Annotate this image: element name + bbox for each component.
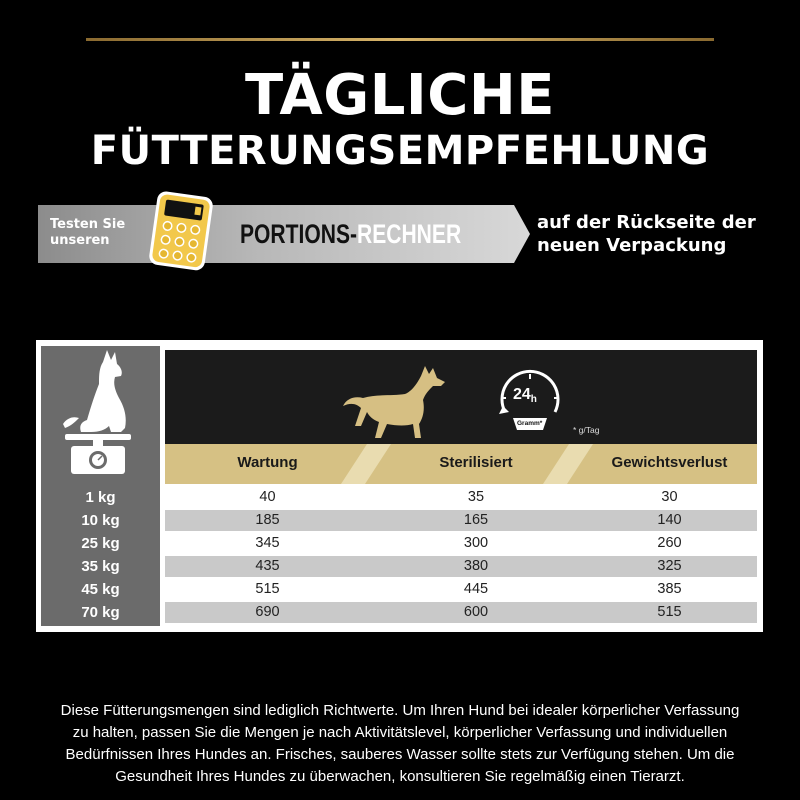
product-name-part1: PORTIONS- xyxy=(240,219,358,249)
dog-on-scale-icon xyxy=(41,346,160,486)
weight-cell: 35 kg xyxy=(41,555,160,578)
weight-cell: 70 kg xyxy=(41,601,160,624)
disclaimer-line4: Gesundheit Ihres Hundes zu überwachen, konsultieren Sie regelmäßig einen Tierarzt. xyxy=(115,768,685,785)
bowl-label: Gramm* xyxy=(517,420,543,427)
cell-wartung: 515 xyxy=(255,581,280,597)
cell-gewichtsverlust: 385 xyxy=(657,581,682,597)
cell-wartung: 690 xyxy=(255,604,280,620)
calculator-icon xyxy=(147,190,217,272)
table-row xyxy=(36,601,763,624)
disclaimer-text xyxy=(0,700,800,788)
column-header-wartung: Wartung xyxy=(237,454,298,471)
dog-icon xyxy=(337,364,447,444)
table-row xyxy=(36,555,763,578)
table-header-illustration xyxy=(165,350,757,454)
dog-silhouette-icon xyxy=(63,350,126,432)
per-day-label: * g/Tag xyxy=(573,425,600,435)
table-row xyxy=(36,532,763,555)
cell-gewichtsverlust: 30 xyxy=(661,489,678,505)
cell-sterilisiert: 600 xyxy=(463,604,489,620)
disclaimer-line1: Diese Fütterungsmengen sind lediglich Richtwerte. Um Ihren Hund bei idealer körperlicher Verfassung xyxy=(60,702,740,719)
gold-divider xyxy=(86,38,714,41)
cell-gewichtsverlust: 515 xyxy=(657,604,682,620)
feeding-table xyxy=(36,340,763,632)
banner-right-line2: neuen Verpackung xyxy=(537,235,727,256)
cell-sterilisiert: 380 xyxy=(463,558,489,574)
weight-cell: 25 kg xyxy=(41,532,160,555)
clock-hours: 24 xyxy=(513,386,531,403)
table-row xyxy=(36,509,763,532)
table-row xyxy=(36,486,763,509)
weight-cell: 1 kg xyxy=(41,486,160,509)
table-row xyxy=(36,578,763,601)
24h-clock-icon xyxy=(495,368,565,442)
banner-back-of-pack-text xyxy=(537,211,777,257)
cell-wartung: 40 xyxy=(259,489,276,505)
banner-product-name xyxy=(240,219,461,249)
cell-gewichtsverlust: 260 xyxy=(657,535,682,551)
weight-cell: 10 kg xyxy=(41,509,160,532)
clock-hours-label xyxy=(513,386,537,405)
cell-wartung: 185 xyxy=(255,512,280,528)
banner-right-line1: auf der Rückseite der xyxy=(537,212,756,233)
column-header-gewichtsverlust: Gewichtsverlust xyxy=(611,454,728,471)
clock-unit: h xyxy=(530,394,537,405)
disclaimer-line2: zu halten, passen Sie die Mengen je nach Aktivitätslevel, körperlicher Verfassung und individuellen xyxy=(72,724,728,741)
weight-cell: 45 kg xyxy=(41,578,160,601)
disclaimer-line3: Bedürfnissen Ihres Hundes an. Frisches, sauberes Wasser sollte stets zur Verfügung stehen. Um die xyxy=(65,746,735,763)
cell-sterilisiert: 445 xyxy=(463,581,489,597)
cell-gewichtsverlust: 140 xyxy=(657,512,682,528)
page-title: TÄGLICHE xyxy=(245,63,555,128)
cell-sterilisiert: 300 xyxy=(463,535,489,551)
column-header-sterilisiert: Sterilisiert xyxy=(439,454,513,471)
cell-wartung: 345 xyxy=(255,535,280,551)
banner-intro-text xyxy=(50,217,150,249)
table-body xyxy=(36,486,763,624)
cell-gewichtsverlust: 325 xyxy=(657,558,682,574)
portion-calculator-banner xyxy=(38,205,530,263)
banner-intro-line2: unseren xyxy=(50,233,110,248)
banner-intro-line1: Testen Sie xyxy=(50,217,126,232)
product-name-part2: RECHNER xyxy=(357,219,462,249)
cell-sterilisiert: 35 xyxy=(467,489,485,505)
page-subtitle: FÜTTERUNGSEMPFEHLUNG xyxy=(90,128,710,174)
scale-icon xyxy=(65,434,131,474)
cell-wartung: 435 xyxy=(255,558,280,574)
cell-sterilisiert: 165 xyxy=(463,512,489,528)
